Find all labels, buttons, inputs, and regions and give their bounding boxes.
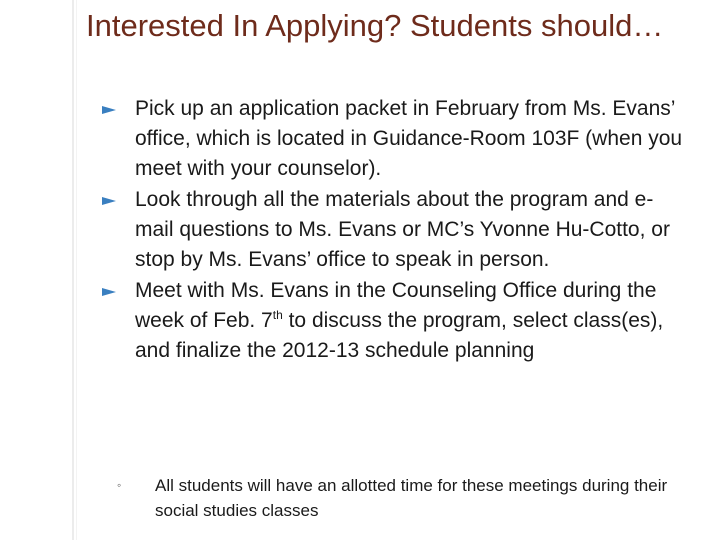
slide-title: Interested In Applying? Students should… [86,8,664,43]
bullet-item [100,276,690,366]
bullet-list [100,94,690,367]
sub-bullet-list [110,473,670,523]
circle-bullet-icon: ◦ [117,478,122,492]
arrow-bullet-icon [102,288,116,296]
bullet-text: Look through all the materials about the program and e-mail questions to Ms. Evans or MC’s Yvonne Hu-Cotto, or stop by Ms. Evans’ office to speak in person. [135,188,670,271]
bullet-item [100,94,690,184]
bullet-text: Pick up an application packet in February from Ms. Evans’ office, which is located in Guidance-Room 103F (when you meet with your counselor). [135,97,683,180]
sub-bullet-text: All students will have an allotted time for these meetings during their social studies classes [155,476,668,520]
arrow-bullet-icon [102,106,116,114]
arrow-bullet-icon [102,197,116,205]
bullet-item [100,185,690,275]
bullet-text-before: Meet with Ms. Evans in the Counseling Office during the week of Feb. 7 [135,279,657,332]
left-decorative-rule [72,0,74,540]
sub-bullet-item [110,473,670,523]
ordinal-superscript: th [272,308,283,322]
bullet-text [135,279,663,362]
bullet-text-after: to discuss the program, select class(es), and finalize the 2012-13 schedule planning [135,309,664,362]
